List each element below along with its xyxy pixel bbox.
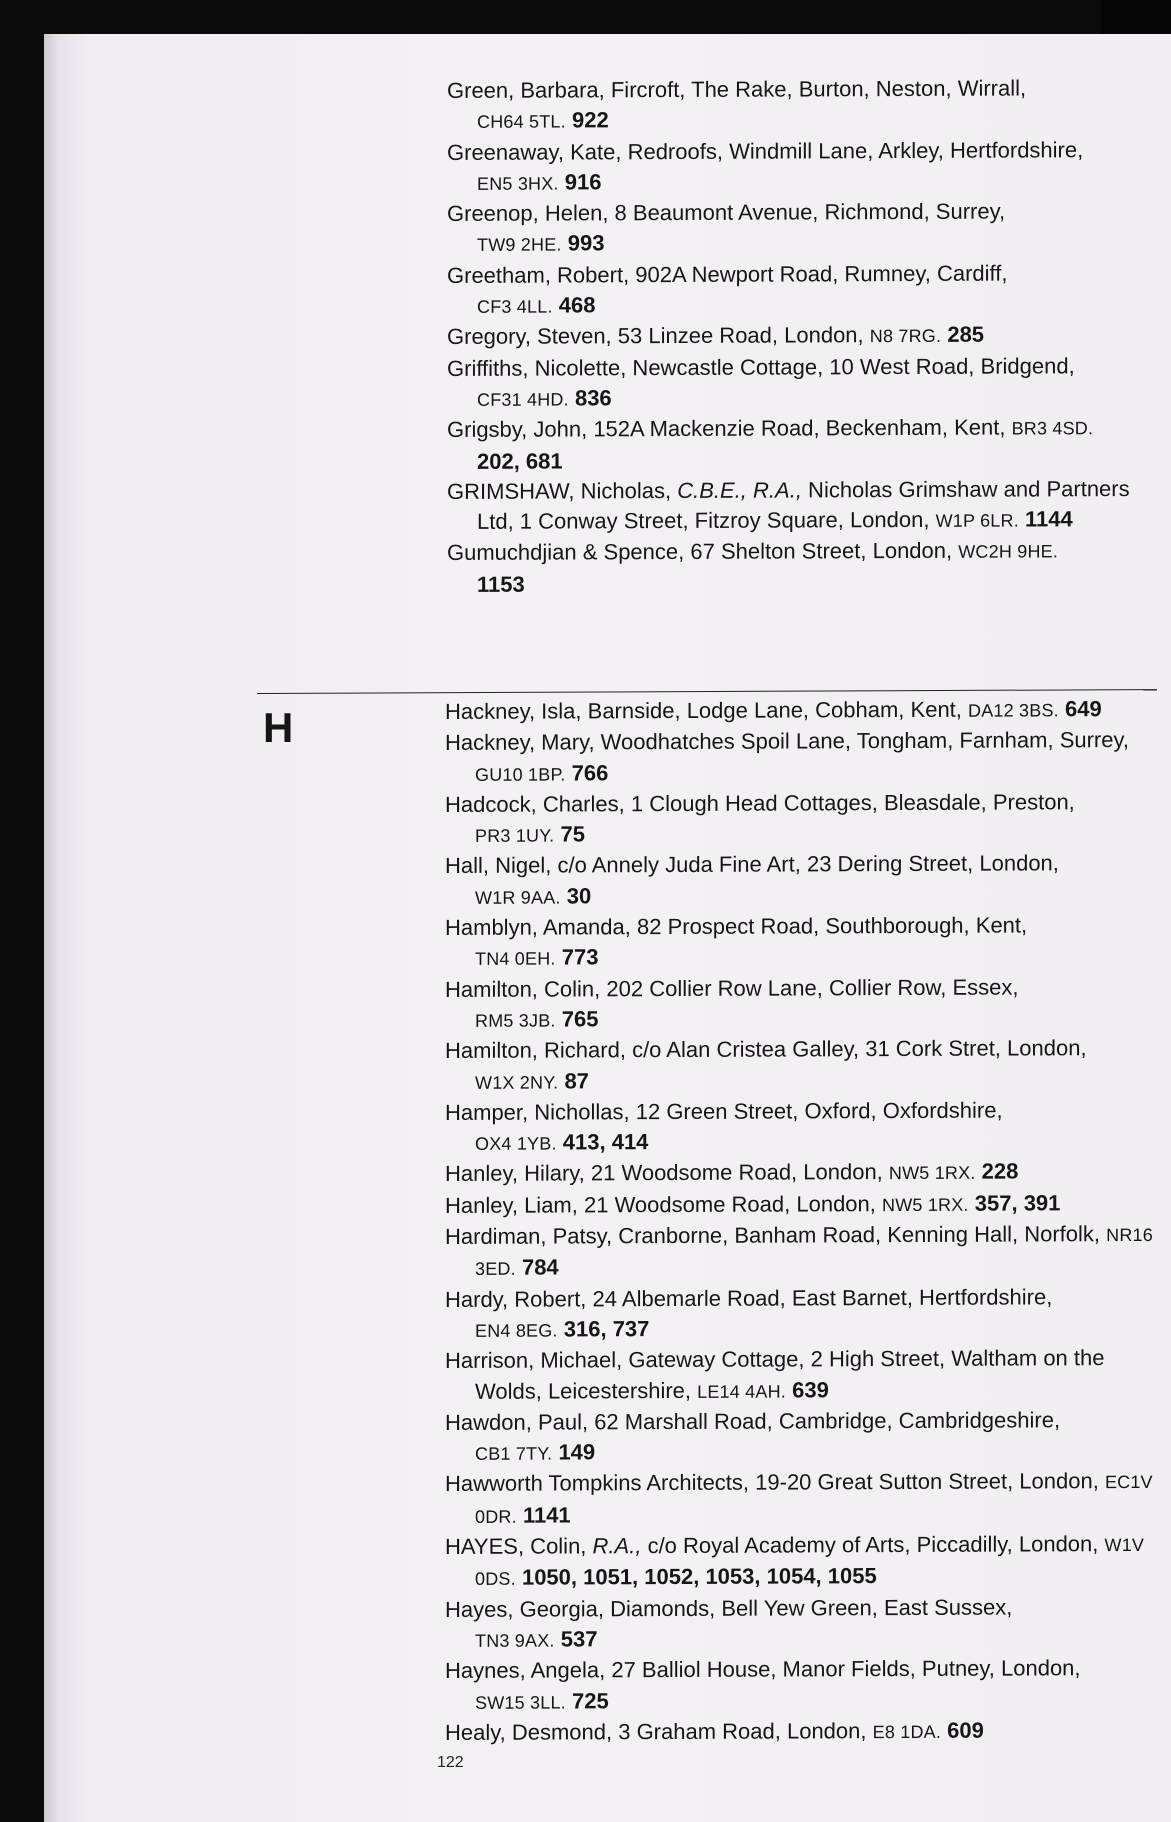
index-entry: Hamilton, Richard, c/o Alan Cristea Galley, 31 Cork Stret, London, W1X 2NY. 87 — [445, 1035, 1087, 1094]
index-entry: Hackney, Mary, Woodhatches Spoil Lane, Tongham, Farnham, Surrey, GU10 1BP. 766 — [445, 727, 1129, 786]
index-entry: HAYES, Colin, R.A., c/o Royal Academy of Arts, Piccadilly, London, W1V 0DS. 1050, 1051, 1052, 1053, 1054, 1055 — [445, 1531, 1145, 1590]
index-entry: Griffiths, Nicolette, Newcastle Cottage, 10 West Road, Bridgend, CF31 4HD. 836 — [447, 352, 1075, 411]
index-entry: Hawworth Tompkins Architects, 19-20 Great Sutton Street, London, EC1V 0DR. 1141 — [445, 1468, 1153, 1528]
index-entry: Hamper, Nichollas, 12 Green Street, Oxford, Oxfordshire, OX4 1YB. 413, 414 — [445, 1097, 1003, 1155]
section-letter-h: H — [263, 704, 294, 751]
page-edge — [44, 34, 58, 1822]
index-entry: Haynes, Angela, 27 Balliol House, Manor Fields, Putney, London, SW15 3LL. 725 — [445, 1655, 1081, 1713]
index-entry: Grigsby, John, 152A Mackenzie Road, Beckenham, Kent, BR3 4SD. 202, 681 — [447, 414, 1094, 474]
index-entry: Hanley, Hilary, 21 Woodsome Road, London, NW5 1RX. 228 — [445, 1158, 1019, 1187]
section-g-entries — [447, 73, 1157, 600]
index-entry: Hall, Nigel, c/o Annely Juda Fine Art, 23 Dering Street, London, W1R 9AA. 30 — [445, 850, 1059, 909]
index-entry: Hamblyn, Amanda, 82 Prospect Road, Southborough, Kent, TN4 0EH. 773 — [445, 912, 1028, 970]
section-h-entries — [445, 694, 1157, 1749]
index-entry: Hardiman, Patsy, Cranborne, Banham Road, Kenning Hall, Norfolk, NR16 3ED. 784 — [445, 1221, 1153, 1281]
index-entry: Hackney, Isla, Barnside, Lodge Lane, Cobham, Kent, DA12 3BS. 649 — [445, 696, 1102, 724]
index-entry: Hayes, Georgia, Diamonds, Bell Yew Green, East Sussex, TN3 9AX. 537 — [445, 1594, 1013, 1652]
index-entry: Gumuchdjian & Spence, 67 Shelton Street, London, WC2H 9HE. 1153 — [447, 538, 1059, 597]
index-entry: GRIMSHAW, Nicholas, C.B.E., R.A., Nicholas Grimshaw and Partners Ltd, 1 Conway Street, Fitzroy Square, London, W1P 6LR. 1144 — [447, 475, 1130, 535]
page-number: 122 — [437, 1754, 464, 1771]
index-entry: Healy, Desmond, 3 Graham Road, London, E8 1DA. 609 — [445, 1717, 984, 1745]
index-entry: Hanley, Liam, 21 Woodsome Road, London, NW5 1RX. 357, 391 — [445, 1190, 1061, 1218]
background-shadow — [1101, 0, 1171, 34]
index-entry: Gregory, Steven, 53 Linzee Road, London, N8 7RG. 285 — [447, 322, 985, 350]
index-entry: Green, Barbara, Fircroft, The Rake, Burton, Neston, Wirrall, CH64 5TL. 922 — [447, 75, 1027, 133]
index-entry: Hawdon, Paul, 62 Marshall Road, Cambridge, Cambridgeshire, CB1 7TY. 149 — [445, 1407, 1061, 1465]
index-entry: Greetham, Robert, 902A Newport Road, Rumney, Cardiff, CF3 4LL. 468 — [447, 260, 1008, 318]
index-entry: Greenaway, Kate, Redroofs, Windmill Lane, Arkley, Hertfordshire, EN5 3HX. 916 — [447, 136, 1084, 195]
index-entry: Hadcock, Charles, 1 Clough Head Cottages, Bleasdale, Preston, PR3 1UY. 75 — [445, 789, 1075, 847]
index-entry: Hamilton, Colin, 202 Collier Row Lane, Collier Row, Essex, RM5 3JB. 765 — [445, 974, 1019, 1032]
index-entry: Harrison, Michael, Gateway Cottage, 2 High Street, Waltham on the Wolds, Leicestershire, LE14 4AH. 639 — [445, 1345, 1105, 1404]
index-entry: Greenop, Helen, 8 Beaumont Avenue, Richmond, Surrey, TW9 2HE. 993 — [447, 198, 1006, 256]
index-entry: Hardy, Robert, 24 Albemarle Road, East Barnet, Hertfordshire, EN4 8EG. 316, 737 — [445, 1283, 1053, 1342]
